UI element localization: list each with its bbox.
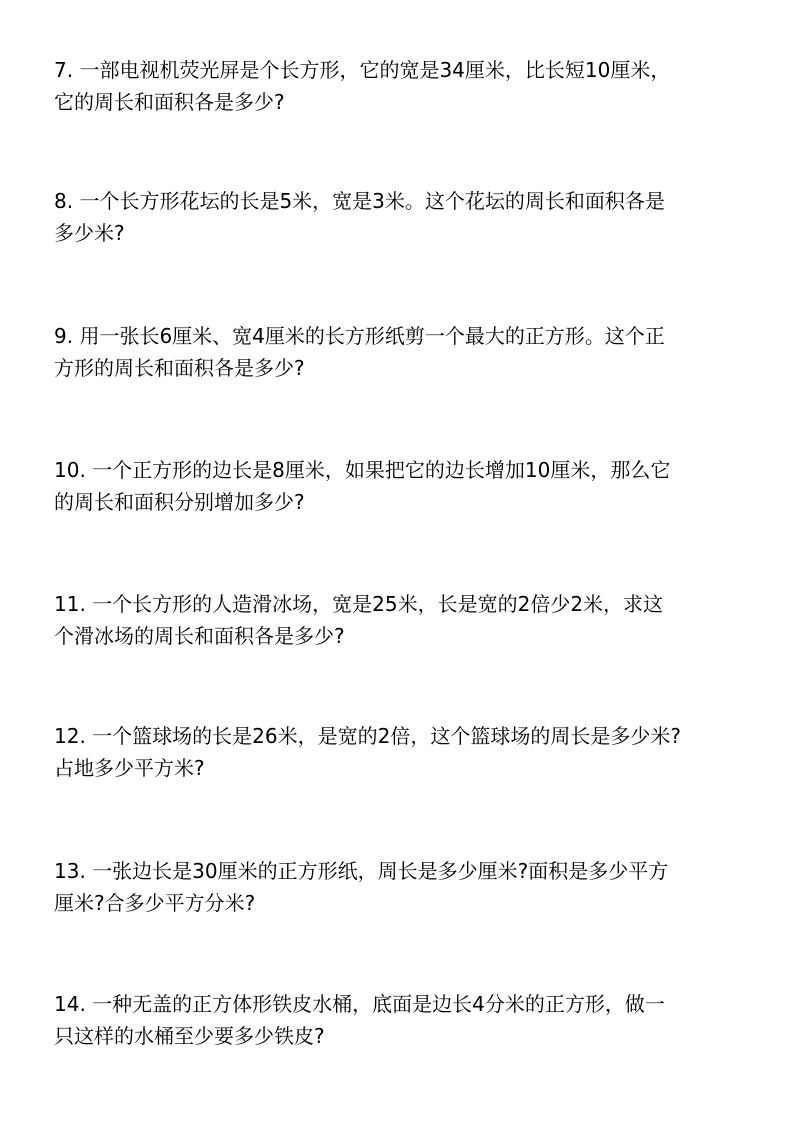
problem-14-line-2: 只这样的水桶至少要多少铁皮? [54,1024,325,1048]
problem-9 [54,320,744,384]
problem-8-line-1: 8. 一个长方形花坛的长是5米，宽是3米。这个花坛的周长和面积各是 [54,189,665,213]
problem-9-line-1: 9. 用一张长6厘米、宽4厘米的长方形纸剪一个最大的正方形。这个正 [54,324,665,348]
problem-11-line-1: 11. 一个长方形的人造滑冰场，宽是25米，长是宽的2倍少2米，求这 [54,592,664,616]
problem-7 [54,54,744,118]
problem-14 [54,988,744,1052]
problem-13-line-2: 厘米?合多少平方分米? [54,891,256,915]
problem-10-line-1: 10. 一个正方形的边长是8厘米，如果把它的边长增加10厘米，那么它 [54,458,671,482]
problem-11-line-2: 个滑冰场的周长和面积各是多少? [54,624,345,648]
problem-11 [54,588,744,652]
problem-12-line-1: 12. 一个篮球场的长是26米，是宽的2倍，这个篮球场的周长是多少米? [54,724,681,748]
problem-12-line-2: 占地多少平方米? [54,756,205,780]
problem-10-line-2: 的周长和面积分别增加多少? [54,490,305,514]
problem-13-line-1: 13. 一张边长是30厘米的正方形纸，周长是多少厘米?面积是多少平方 [54,859,669,883]
problem-12 [54,720,744,784]
problem-10 [54,454,744,518]
problem-9-line-2: 方形的周长和面积各是多少? [54,356,305,380]
problem-8-line-2: 多少米? [54,221,125,245]
problem-13 [54,855,744,919]
problem-14-line-1: 14. 一种无盖的正方体形铁皮水桶，底面是边长4分米的正方形，做一 [54,992,665,1016]
problem-7-line-1: 7. 一部电视机荧光屏是个长方形，它的宽是34厘米，比长短10厘米， [54,58,671,82]
problem-7-line-2: 它的周长和面积各是多少? [54,90,285,114]
problem-8 [54,185,744,249]
